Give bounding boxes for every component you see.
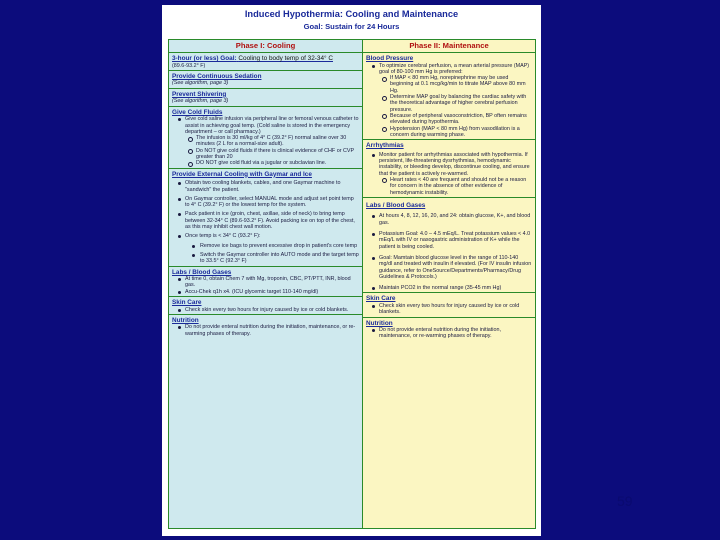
bp-heading: Blood Pressure: [366, 55, 414, 62]
fluids-section: [169, 106, 362, 168]
bp-sub-item: Because of peripheral vasoconstriction, BP often remains elevated during hypothermia.: [366, 113, 532, 126]
phase1-nutrition-item: Do not provide enteral nutrition during the initiation, maintenance, or re-warming phases of therapy.: [172, 324, 359, 337]
phase2-skin-heading: Skin Care: [366, 295, 396, 303]
phase1-skin-item: Check skin every two hours for injury caused by ice or cold blankets.: [172, 307, 359, 313]
arrhythmias-sub-item: Heart rates < 40 are frequent and should not be a reason for concern in the absence of other evidence of hemodynamic instability.: [366, 177, 532, 196]
external-item: Obtain two cooling blankets, cables, and one Gaymar machine to "sandwich" the patient.: [172, 180, 359, 193]
external-item: Once temp is < 34° C (93.2° F):: [172, 233, 359, 239]
phase2-nutrition-section: [363, 317, 535, 341]
fluids-sub-item: Do NOT give cold fluids if there is clinical evidence of CHF or CVP greater than 20: [172, 148, 359, 161]
phase1-goal-section: [169, 53, 362, 70]
shivering-heading: Prevent Shivering: [172, 90, 227, 98]
external-sub-item: Switch the Gaymar controller into AUTO mode and the target temp to 33.5° C (92.3° F): [172, 252, 359, 265]
fluids-heading: Give Cold Fluids: [172, 108, 223, 116]
external-cooling-section: [169, 168, 362, 266]
sedation-note: (See algorithm, page 3): [172, 80, 229, 87]
fluids-main: Give cold saline infusion via peripheral line or femoral venous catheter to assist in achieving goal temp. (Cold saline is stored in the emergency department – or call pharmacy.): [172, 116, 359, 135]
phase1-labs-item: At time 0, obtain Chem 7 with Mg, troponin, CBC, PT/PTT, INR, blood gas.: [172, 276, 359, 289]
external-item: On Gaymar controller, select MANUAL mode and adjust set point temp to 4° C (39.2° F) or the lowest temp for the system.: [172, 196, 359, 209]
phase2-skin-item: Check skin every two hours for injury caused by ice or cold blankets.: [366, 303, 532, 316]
phase2-header: Phase II: Maintenance: [363, 40, 535, 53]
goal-inline: Cooling to body temp of 32-34° C: [238, 55, 333, 62]
protocol-document: [162, 5, 541, 536]
phase2-column: [363, 40, 535, 528]
goal-heading: 3-hour (or less) Goal:: [172, 55, 237, 62]
phase2-labs-item: Potassium Goal: 4.0 – 4.5 mEq/L. Treat potassium values < 4.0 mEq/L with IV or nasogastric administration of K+ while the patient is being cooled.: [366, 231, 532, 250]
phase1-labs-section: [169, 266, 362, 296]
shivering-section: [169, 88, 362, 106]
page-number: 59: [617, 493, 633, 509]
fluids-sub-item: DO NOT give cold fluid via a jugular or subclavian line.: [172, 160, 359, 166]
phase1-skin-heading: Skin Care: [172, 298, 202, 306]
arrhythmias-section: [363, 139, 535, 197]
phase1-nutrition-section: [169, 314, 362, 338]
external-cooling-heading: Provide External Cooling with Gaymar and Ice: [172, 170, 312, 178]
phase2-labs-item: Maintain PCO2 in the normal range (35-45 mm Hg): [366, 285, 532, 291]
phase2-labs-item: Goal: Mamtain blood glucose level in the range of 110-140 mg/dl and treated with insulin if elevated. (For IV insulin infusion guidance, refer to OneSource/Departments/Pharmacy/Drug Guidelines & Protocols.): [366, 255, 532, 280]
arrhythmias-main: Monitor patient for arrhythmias associated with hypothermia. If persistent, life-threatening dysrhythmias, hemodynamic instability, or bleeding develop, discontinue cooling, and ensure that the patient is actively re-warmed.: [366, 152, 532, 177]
external-item: Pack patient in ice (groin, chest, axillae, side of neck) to bring temp between 32-34° C (89.6-93.2° F). Avoid packing ice on top of the chest, as this may inhibit chest wall motion.: [172, 211, 359, 230]
sedation-heading: Provide Continuous Sedation: [172, 72, 262, 80]
phase1-labs-heading: Labs / Blood Gases: [172, 268, 232, 276]
bp-section: [363, 53, 535, 139]
phase2-labs-item: At hours 4, 8, 12, 16, 20, and 24: obtain glucose, K+, and blood gas.: [366, 213, 532, 226]
shivering-note: (See algorithm, page 3): [172, 98, 229, 105]
document-goal: Goal: Sustain for 24 Hours: [303, 22, 400, 31]
phase2-labs-section: [363, 197, 535, 293]
arrhythmias-heading: Arrhythmias: [366, 142, 404, 150]
external-sub-item: Remove ice bags to prevent excessive drop in patient's core temp: [172, 243, 359, 249]
phase1-header: Phase I: Cooling: [169, 40, 362, 53]
phase2-skin-section: [363, 292, 535, 316]
bp-sub-item: If MAP < 80 mm Hg, norepinephrine may be used beginning at 0.1 mcg/kg/min to titrate MAP above 80 mm Hg.: [366, 75, 532, 94]
document-title: Induced Hypothermia: Cooling and Maintenance: [244, 9, 459, 19]
phase1-nutrition-heading: Nutrition: [172, 316, 199, 324]
fluids-sub-item: The infusion is 30 ml/kg of 4° C (39.2° F) normal saline over 30 minutes (2 L for a normal-size adult).: [172, 135, 359, 148]
bp-main: To optimize cerebral perfusion, a mean arterial pressure (MAP) goal of 80-100 mm Hg is preferred:: [366, 63, 532, 76]
sedation-section: [169, 70, 362, 88]
phase2-nutrition-heading: Nutrition: [366, 319, 393, 327]
phases-table: [168, 39, 536, 529]
phase2-labs-heading: Labs / Blood Gases: [366, 201, 426, 209]
phase2-nutrition-item: Do not provide enteral nutrition during the initiation, maintenance, or re-warming phases of therapy.: [366, 327, 532, 340]
goal-range: (89.6-93.2° F): [172, 62, 206, 69]
phase1-column: [169, 40, 363, 528]
bp-sub-item: Determine MAP goal by balancing the cardiac safety with the theoretical advantage of higher cerebral perfusion pressure.: [366, 94, 532, 113]
bp-sub-item: Hypotension (MAP < 80 mm Hg) from vasodilation is a concern during warming phase.: [366, 126, 532, 139]
phase1-skin-section: [169, 296, 362, 314]
phase1-labs-item: Accu-Chek q1h x4. (ICU glycemic target 110-140 mg/dl): [172, 289, 359, 295]
